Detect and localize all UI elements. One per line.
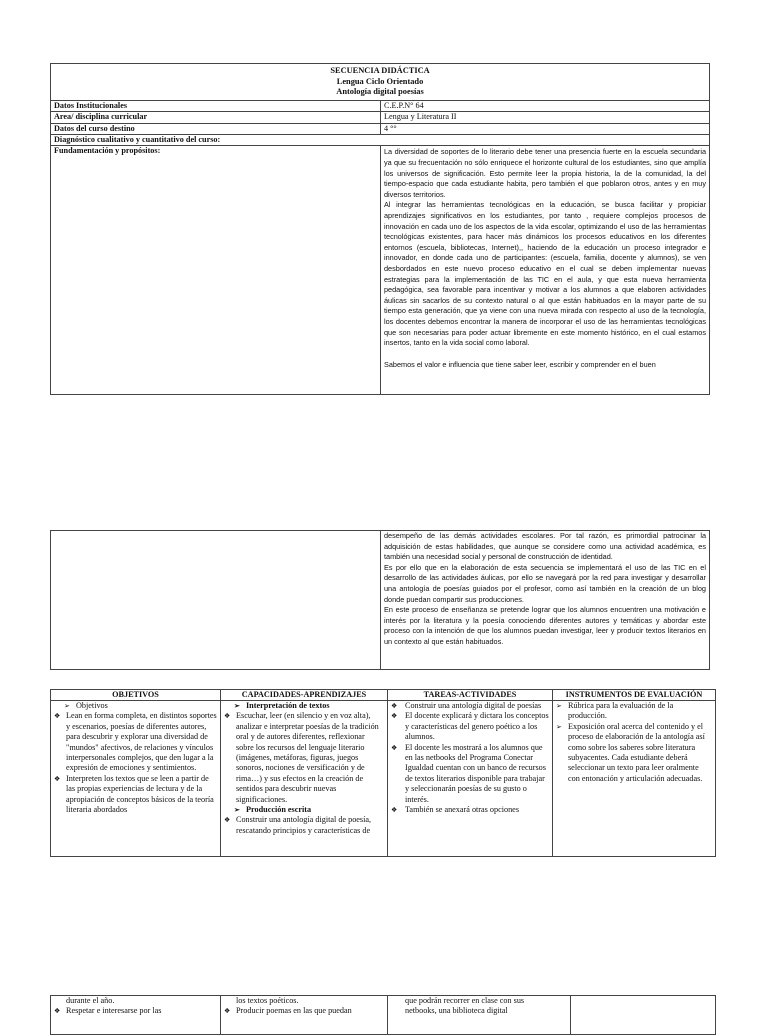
bottom-capacidades-line: los textos poéticos. (236, 996, 299, 1005)
tareas-cell (388, 701, 553, 857)
document-subtitle: Lengua Ciclo Orientado (336, 76, 424, 86)
info-label: Area/ disciplina curricular (51, 112, 381, 123)
tarea-item: ❖ El docente explicará y dictara los conceptos y características del genero poético a los alumnos. (391, 711, 549, 742)
instrumento-item: ➢ Rúbrica para la evaluación de la producción. (556, 701, 712, 722)
info-label: Datos del curso destino (51, 123, 381, 134)
instrumento-item: ➢ Exposición oral acerca del contenido y el proceso de elaboración de la antología así como sobre los saberes sobre literatura subyacentes. Cada estudiante deberá seleccionar un texto para leer oralmente con entonación y articulación adecuadas. (556, 722, 712, 784)
fundamentacion-text (381, 146, 710, 395)
continuation-paragraph: En este proceso de enseñanza se pretende lograr que los alumnos encuentren una motivación e interés por la literatura y la poesía conociendo diferentes autores y temáticas y abordar este proceso con la intención de que los alumnos puedan investigar, leer y producir textos literarios en un contexto al que están habituados. (384, 605, 706, 646)
bottom-capacidad-item: ❖ Producir poemas en las que puedan (224, 1006, 384, 1016)
bottom-tareas-line: que podrán recorrer en clase con sus (405, 996, 525, 1005)
document-title: SECUENCIA DIDÁCTICA (330, 66, 430, 75)
continuation-empty-cell (51, 531, 381, 670)
tarea-item: ❖ Construir una antología digital de poesías (391, 701, 549, 711)
fundamentacion-label: Fundamentación y propósitos: (51, 146, 381, 395)
continuation-text (381, 531, 710, 670)
objetivos-cell (51, 701, 221, 857)
bottom-tareas-line: netbooks, una biblioteca digital (405, 1006, 508, 1016)
capacidades-cell (221, 701, 388, 857)
column-header-capacidades: CAPACIDADES-APRENDIZAJES (221, 690, 388, 701)
info-value: C.E.P.N° 64 (381, 100, 710, 111)
info-row (51, 100, 710, 111)
tarea-item: ❖ El docente les mostrará a los alumnos que en las netbooks del Programa Conectar Igualdad cuentan con un banco de recursos de textos literarios disponible para trabajar y seleccionarán poesías de su gusto o interés. (391, 743, 549, 805)
bottom-instrumentos-cell (571, 996, 716, 1035)
fundamentacion-paragraph: La diversidad de soportes de lo literario debe tener una presencia fuerte en la escuela secundaria ya que su frecuentación no sólo enriquece el horizonte cultural de los estudiantes, sino que amplía los universos de significación. Esto permite leer la propia historia, la de la comunidad, la del tiempo-espacio que cada estudiante habita, pero también el que poblaron otros, antes y en muy diversos territorios. (384, 147, 707, 199)
bottom-capacidades-cell (221, 996, 388, 1035)
fundamentacion-paragraph: Al integrar las herramientas tecnológicas en la educación, se busca facilitar y propiciar aprendizajes significativos en los estudiantes, por tanto , requiere complejos procesos de innovación en cada uno de los aspectos de la vida escolar, optimizando el uso de las herramientas tecnológicas existentes, para hacer más dinámicos los procesos educativos en los diferentes entornos (escuela, bibliotecas, Internet),, haciendo de la educación un proceso integrador e innovador, en donde cada uno de participantes: (escuela, familia, docente y alumnos), se ven desbordados en este nuevo proceso educativo en el cual se deben implementar nuevas estrategias para la implementación de las TIC en el aula, y que esta nueva herramienta pedagógica, sea favorable para incentivar y motivar a los alumnos a que elaboren actividades áulicas sin sacarlos de su contexto natural o al que están habituados en la mayor parte de su tiempo esta generación, que ya viene con una nueva mirada con respecto al uso de la tecnología, los docentes debemos encontrar la manera de incorporar el uso de las herramientas tecnológicas que son necesarias para poder actuar libremente en este momento histórico, en el cual estamos insertos, tanto en la vida social como laboral. (384, 200, 707, 348)
fundamentacion-paragraph: Sabemos el valor e influencia que tiene saber leer, escribir y comprender en el buen (384, 359, 656, 369)
info-value: 4 °° (381, 123, 710, 134)
capacidad-item: ❖ Construir una antología digital de poesía, rescatando principios y características de (224, 815, 384, 836)
continuation-paragraph: Es por ello que en la elaboración de esta secuencia se implementará el uso de las TIC en el desarrollo de las actividades áulicas, por ello se navegará por la red para investigar y desarrollar una antología de poesías guiados por el profesor, como así también en la creación de un blog donde puedan compartir sus producciones. (384, 562, 706, 604)
document-subtitle-2: Antología digital poesías (336, 87, 424, 97)
continuation-table (50, 530, 710, 670)
objetivo-item: ❖ Interpreten los textos que se leen a partir de las propias experiencias de lectura y de la apropiación de conceptos básicos de la teoría literaria abordados (54, 774, 217, 816)
column-header-objetivos: OBJETIVOS (51, 690, 221, 701)
info-label: Datos Institucionales (51, 100, 381, 111)
column-header-tareas: TAREAS-ACTIVIDADES (388, 690, 553, 701)
diagnostico-label: Diagnóstico cualitativo y cuantitativo del curso: (51, 135, 710, 146)
bottom-objetivos-cell (51, 996, 221, 1035)
instrumentos-cell (553, 701, 716, 857)
tarea-item: ❖ También se anexará otras opciones (391, 805, 549, 815)
objetivo-item: ❖ Lean en forma completa, en distintos soportes y escenarios, poesías de diferentes autores, para descubrir y explorar una diversidad de "mundos" afectivos, de relaciones y vínculos interpersonales complejos, que den lugar a la expresión de emociones y sentimientos. (54, 711, 217, 773)
objetivos-heading: ➢ Objetivos (54, 701, 217, 711)
capacidades-heading: ➢ Interpretación de textos (224, 701, 384, 711)
info-row (51, 123, 710, 134)
column-header-instrumentos: INSTRUMENTOS DE EVALUACIÓN (553, 690, 716, 701)
bottom-objetivo-item: ❖ Respetar e interesarse por las (54, 1006, 217, 1016)
document-title-block (51, 64, 710, 101)
bottom-tareas-cell (388, 996, 571, 1035)
bottom-table (50, 995, 716, 1035)
info-value: Lengua y Literatura II (381, 112, 710, 123)
capacidad-item: ❖ Escuchar, leer (en silencio y en voz alta), analizar e interpretar poesías de la tradición oral y de autores diferentes, reflexionar sobre los recursos del lenguaje literario (imágenes, metáforas, figuras, juegos sonoros, nociones de versificación y de rima…) y sus efectos en la creación de sentidos para descubrir nuevas significaciones. (224, 711, 384, 805)
continuation-paragraph: desempeño de las demás actividades escolares. Por tal razón, es primordial patrocinar la adquisición de estas habilidades, que aunque se considere como una actividad académica, es también una necesidad social y personal de construcción de identidad. (384, 531, 706, 562)
capacidades-heading: ➢ Producción escrita (224, 805, 384, 815)
info-row (51, 112, 710, 123)
planning-table (50, 689, 716, 857)
bottom-objetivos-line: durante el año. (66, 996, 115, 1005)
header-table (50, 63, 710, 395)
